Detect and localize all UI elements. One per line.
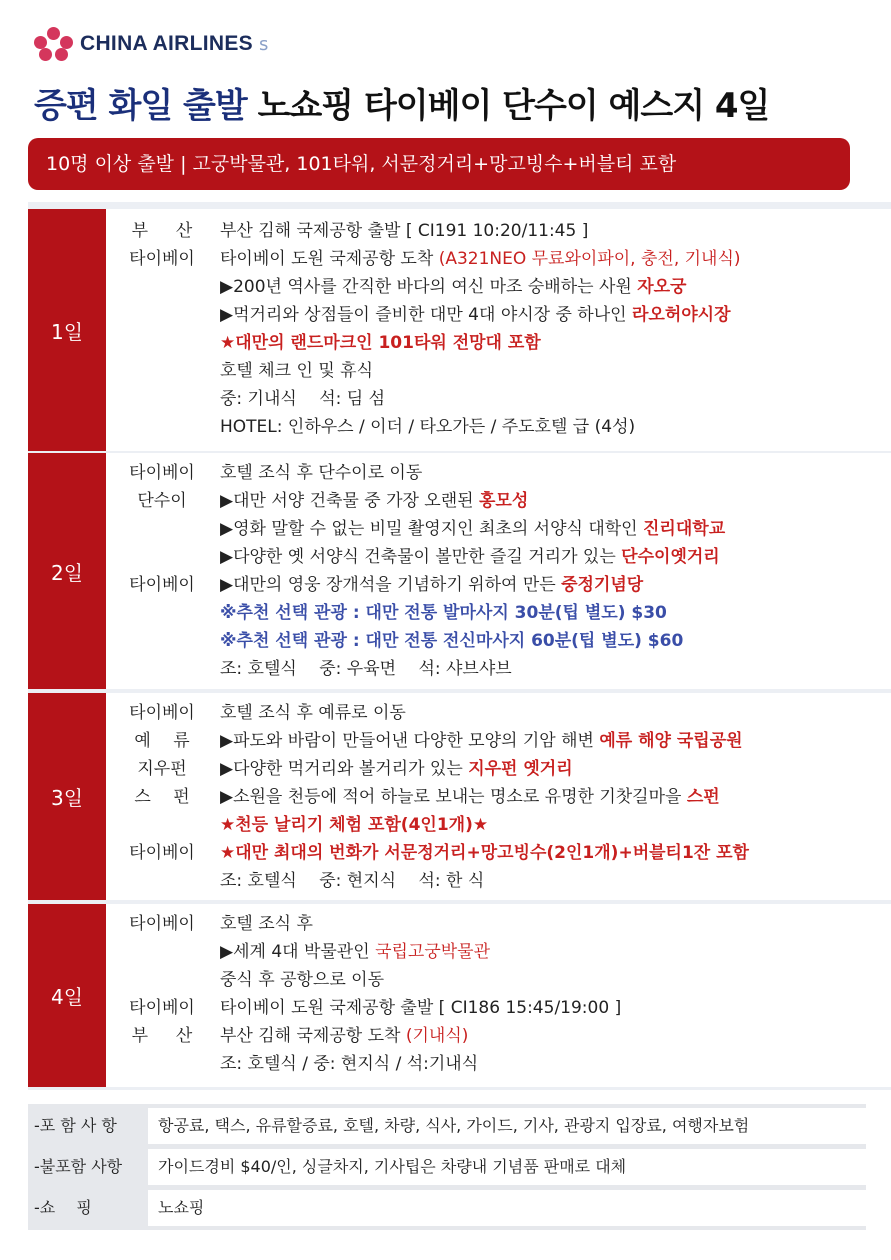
- highlight-text: 지우펀 옛거리: [468, 759, 573, 779]
- schedule-line: [220, 839, 749, 867]
- line-text: ▶세계 4대 박물관인: [220, 942, 376, 962]
- info-value: 가이드경비 $40/인, 싱글차지, 기사팁은 차량내 기념품 판매로 대체: [148, 1149, 866, 1185]
- line-text: 중식 후 공항으로 이동: [220, 970, 385, 990]
- line-text: 호텔 체크 인 및 휴식: [220, 361, 373, 381]
- place-name: 지우펀: [137, 759, 187, 779]
- plum-blossom-icon: [34, 27, 74, 61]
- schedule-line: [220, 811, 749, 839]
- place-column: [112, 459, 212, 683]
- day-1: [28, 209, 891, 451]
- place-column: [112, 217, 212, 441]
- schedule-line: [220, 599, 725, 627]
- schedule-lines: [220, 699, 749, 895]
- highlight-text: ★천등 날리기 체험 포함(4인1개)★: [220, 815, 489, 835]
- highlight-text: 예류 해양 국립공원: [599, 731, 743, 751]
- itinerary: [28, 202, 891, 1090]
- schedule-line: [220, 217, 741, 245]
- line-text: ▶다양한 옛 서양식 건축물이 볼만한 즐길 거리가 있는: [220, 547, 622, 567]
- highlight-text: (기내식): [405, 1026, 469, 1046]
- place-column: [112, 910, 212, 1078]
- place-name: [112, 938, 212, 966]
- schedule-line: [220, 515, 725, 543]
- day-label: 2일: [28, 453, 106, 689]
- place-name: 예 류: [134, 731, 190, 751]
- place-name: [112, 543, 212, 571]
- line-text: ▶먹거리와 상점들이 즐비한 대만 4대 야시장 중 하나인: [220, 305, 632, 325]
- info-value: 노쇼핑: [148, 1190, 866, 1226]
- line-text: ▶대만의 영웅 장개석을 기념하기 위하여 만든: [220, 575, 562, 595]
- schedule-line: [220, 699, 749, 727]
- schedule-line: [220, 1050, 621, 1078]
- place-name: [112, 329, 212, 357]
- title-highlight: 증편 화일 출발: [34, 86, 258, 126]
- line-text: ▶다양한 먹거리와 볼거리가 있는: [220, 759, 469, 779]
- info-label: -불포함 사항: [34, 1157, 123, 1176]
- place-name: [112, 966, 212, 994]
- highlight-text: ★대만 최대의 번화가 서문정거리+망고빙수(2인1개)+버블티1잔 포함: [220, 843, 749, 863]
- schedule-line: [220, 966, 621, 994]
- schedule-line: [220, 413, 741, 441]
- day-3: [28, 693, 891, 900]
- schedule-line: [220, 783, 749, 811]
- schedule-line: [220, 627, 725, 655]
- schedule-line: [220, 459, 725, 487]
- place-name: 타이베이: [129, 703, 195, 723]
- day-label: 3일: [28, 693, 106, 900]
- line-text: 호텔 조식 후 예류로 이동: [220, 703, 406, 723]
- schedule-line: [220, 727, 749, 755]
- info-row: [28, 1190, 866, 1226]
- schedule-line: [220, 1022, 621, 1050]
- place-name: 스 펀: [134, 787, 190, 807]
- schedule-lines: [220, 217, 741, 441]
- schedule-line: [220, 755, 749, 783]
- schedule-line: [220, 329, 741, 357]
- day-2: [28, 453, 891, 689]
- place-name: 타이베이: [129, 249, 195, 269]
- page-title: [34, 78, 769, 127]
- place-name: [112, 413, 212, 441]
- place-name: 타이베이: [129, 843, 195, 863]
- place-name: 부 산: [131, 1026, 193, 1046]
- line-text: 조: 호텔식 중: 현지식 석: 한 식: [220, 871, 485, 891]
- highlight-text: 단수이옛거리: [621, 547, 720, 567]
- line-text: 호텔 조식 후: [220, 914, 313, 934]
- line-text: 타이베이 도원 국제공항 출발 [ CI186 15:45/19:00 ]: [220, 998, 622, 1018]
- day-4: [28, 904, 891, 1087]
- place-name: [112, 301, 212, 329]
- highlight-text: 홍모성: [478, 491, 529, 511]
- line-text: HOTEL: 인하우스 / 이더 / 타오가든 / 주도호텔 급 (4성): [220, 417, 636, 437]
- tour-summary-banner: 10명 이상 출발 | 고궁박물관, 101타워, 서문정거리+망고빙수+버블티 포함: [28, 138, 850, 190]
- schedule-line: [220, 571, 725, 599]
- place-name: [112, 1050, 212, 1078]
- highlight-text: 자오궁: [637, 277, 687, 297]
- place-name: 타이베이: [129, 914, 195, 934]
- schedule-line: [220, 867, 749, 895]
- highlight-text: 진리대학교: [643, 519, 726, 539]
- info-row: [28, 1108, 866, 1144]
- line-text: 부산 김해 국제공항 출발 [ CI191 10:20/11:45 ]: [220, 221, 589, 241]
- place-name: [112, 599, 212, 627]
- place-name: [112, 273, 212, 301]
- line-text: ▶소원을 천등에 적어 하늘로 보내는 명소로 유명한 기찻길마을: [220, 787, 687, 807]
- highlight-text: 라오허야시장: [631, 305, 731, 325]
- day-label: 4일: [28, 904, 106, 1087]
- highlight-text: 스펀: [686, 787, 720, 807]
- place-name: [112, 627, 212, 655]
- schedule-line: [220, 245, 741, 273]
- line-text: ▶파도와 바람이 만들어낸 다양한 모양의 기암 해변: [220, 731, 600, 751]
- highlight-text: ※추천 선택 관광 : 대만 전통 전신마사지 60분(팁 별도) $60: [220, 631, 684, 651]
- line-text: 중: 기내식 석: 딤 섬: [220, 389, 386, 409]
- title-main: 노쇼핑 타이베이 단수이 예스지 4일: [257, 86, 770, 126]
- airline-logo: [34, 26, 268, 62]
- place-column: [112, 699, 212, 895]
- info-label: -포 함 사 항: [34, 1116, 117, 1135]
- place-name: [112, 811, 212, 839]
- schedule-line: [220, 994, 621, 1022]
- schedule-line: [220, 385, 741, 413]
- schedule-line: [220, 273, 741, 301]
- place-name: [112, 867, 212, 895]
- line-text: 호텔 조식 후 단수이로 이동: [220, 463, 423, 483]
- line-text: ▶200년 역사를 간직한 바다의 여신 마조 숭배하는 사원: [220, 277, 638, 297]
- line-text: 부산 김해 국제공항 도착: [220, 1026, 406, 1046]
- schedule-line: [220, 655, 725, 683]
- highlight-text: 중정기념당: [561, 575, 644, 595]
- highlight-text: 국립고궁박물관: [375, 942, 491, 962]
- line-text: 타이베이 도원 국제공항 도착: [220, 249, 439, 269]
- airline-name: CHINA AIRLINES: [80, 32, 253, 55]
- schedule-line: [220, 938, 621, 966]
- place-name: [112, 655, 212, 683]
- place-name: 부 산: [131, 221, 193, 241]
- info-row: [28, 1149, 866, 1185]
- schedule-line: [220, 301, 741, 329]
- line-text: ▶대만 서양 건축물 중 가장 오랜된: [220, 491, 479, 511]
- schedule-lines: [220, 910, 621, 1078]
- place-name: [112, 515, 212, 543]
- schedule-lines: [220, 459, 725, 683]
- place-name: 단수이: [137, 491, 187, 511]
- place-name: [112, 385, 212, 413]
- highlight-text: (A321NEO 무료와이파이, 충전, 기내식): [438, 249, 741, 269]
- schedule-line: [220, 357, 741, 385]
- highlight-text: ※추천 선택 관광 : 대만 전통 발마사지 30분(팁 별도) $30: [220, 603, 667, 623]
- schedule-line: [220, 910, 621, 938]
- place-name: 타이베이: [129, 998, 195, 1018]
- line-text: 조: 호텔식 / 중: 현지식 / 석:기내식: [220, 1054, 479, 1074]
- place-name: [112, 357, 212, 385]
- schedule-line: [220, 487, 725, 515]
- place-name: 타이베이: [129, 463, 195, 483]
- swirl-icon: ꜱ: [258, 33, 269, 55]
- highlight-text: ★대만의 랜드마크인 101타워 전망대 포함: [220, 333, 541, 353]
- info-value: 항공료, 택스, 유류할증료, 호텔, 차량, 식사, 가이드, 기사, 관광지 입장료, 여행자보험: [148, 1108, 866, 1144]
- place-name: 타이베이: [129, 575, 195, 595]
- schedule-line: [220, 543, 725, 571]
- info-table: [28, 1104, 866, 1230]
- info-label: -쇼 핑: [34, 1198, 92, 1217]
- line-text: 조: 호텔식 중: 우육면 석: 샤브샤브: [220, 659, 512, 679]
- day-label: 1일: [28, 209, 106, 451]
- line-text: ▶영화 말할 수 없는 비밀 촬영지인 최초의 서양식 대학인: [220, 519, 643, 539]
